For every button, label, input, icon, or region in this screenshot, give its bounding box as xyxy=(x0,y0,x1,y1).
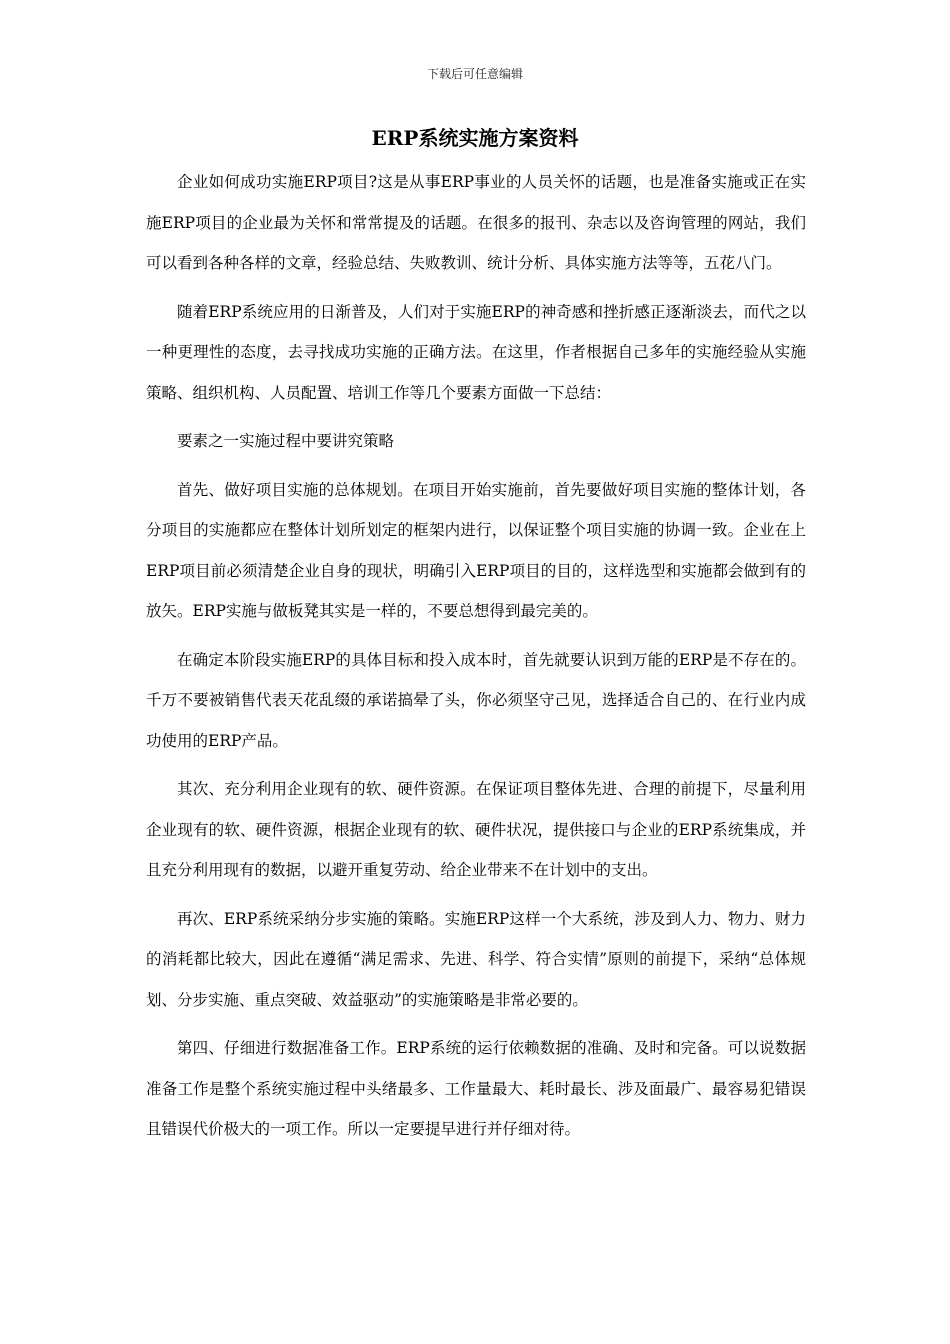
document-title: ERP系统实施方案资料 xyxy=(371,126,579,150)
paragraph-phased-strategy: 再次、ERP系统采纳分步实施的策略。实施ERP这样一个大系统，涉及到人力、物力、财力的消耗都比较大，因此在遵循“满足需求、先进、科学、符合实情”原则的前提下，采纳“总体规划、分步实施、重点突破、效益驱动”的实施策略是非常必要的。 xyxy=(146,909,806,1009)
paragraph-background: 随着ERP系统应用的日渐普及，人们对于实施ERP的神奇感和挫折感正逐渐淡去，而代之以一种更理性的态度，去寻找成功实施的正确方法。在这里，作者根据自己多年的实施经验从实施策略、组织机构、人员配置、培训工作等几个要素方面做一下总结： xyxy=(146,302,806,402)
section-heading: 要素之一实施过程中要讲究策略 xyxy=(177,432,395,450)
paragraph-resources: 其次、充分利用企业现有的软、硬件资源。在保证项目整体先进、合理的前提下，尽量利用企业现有的软、硬件资源，根据企业现有的软、硬件状况，提供接口与企业的ERP系统集成，并且充分利用现有的数据，以避开重复劳动、给企业带来不在计划中的支出。 xyxy=(146,780,806,879)
paragraph-planning: 首先、做好项目实施的总体规划。在项目开始实施前，首先要做好项目实施的整体计划，各分项目的实施都应在整体计划所划定的框架内进行，以保证整个项目实施的协调一致。企业在上ERP项目前必须清楚企业自身的现状，明确引入ERP项目的目的，这样选型和实施都会做到有的放矢。ERP实施与做板凳其实是一样的，不要总想得到最完美的。 xyxy=(146,480,806,620)
header-note: 下载后可任意编辑 xyxy=(426,67,523,81)
paragraph-data-preparation: 第四、仔细进行数据准备工作。ERP系统的运行依赖数据的准确、及时和完备。可以说数据准备工作是整个系统实施过程中头绪最多、工作量最大、耗时最长、涉及面最广、最容易犯错误且错误代价极大的一项工作。所以一定要提早进行并仔细对待。 xyxy=(146,1039,806,1138)
document-body xyxy=(146,162,806,1158)
paragraph-intro: 企业如何成功实施ERP项目?这是从事ERP事业的人员关怀的话题，也是准备实施或正在实施ERP项目的企业最为关怀和常常提及的话题。在很多的报刊、杂志以及咨询管理的网站，我们可以看到各种各样的文章，经验总结、失败教训、统计分析、具体实施方法等等，五花八门。 xyxy=(146,173,806,272)
paragraph-goals: 在确定本阶段实施ERP的具体目标和投入成本时，首先就要认识到万能的ERP是不存在的。千万不要被销售代表天花乱缀的承诺搞晕了头，你必须坚守己见，选择适合自己的、在行业内成功使用的ERP产品。 xyxy=(146,650,806,750)
